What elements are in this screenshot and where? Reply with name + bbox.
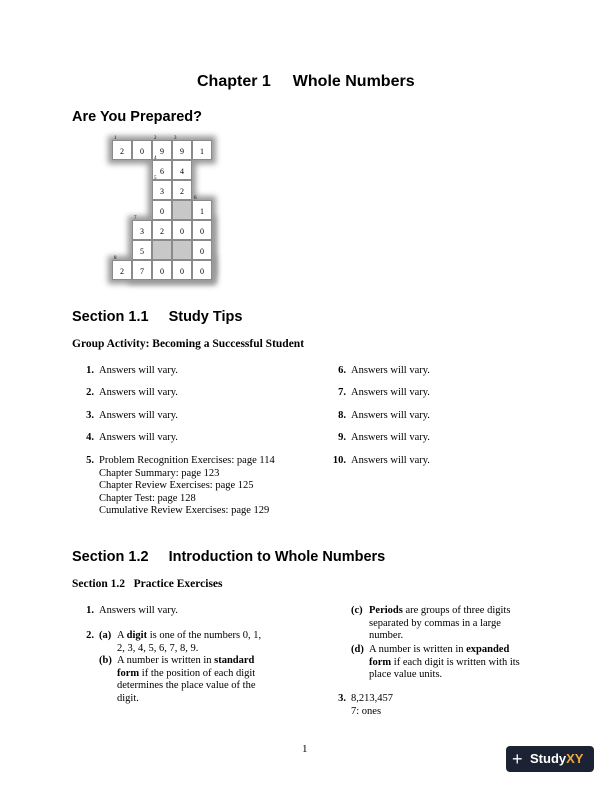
puzzle-cell: 5 xyxy=(132,240,152,260)
item-answer: Answers will vary. xyxy=(99,410,178,421)
puzzle-cell: 2 9 xyxy=(152,140,172,160)
puzzle-cell-shaded xyxy=(152,240,172,260)
item-number: 1. xyxy=(86,605,94,616)
puzzle-cell: 0 xyxy=(192,260,212,280)
section-title: Study Tips xyxy=(168,309,243,325)
item-number: 1. xyxy=(86,365,94,376)
section-number: Section 1.2 xyxy=(72,549,149,565)
item-answer: Answers will vary. xyxy=(351,432,430,443)
puzzle-cell: 5 3 xyxy=(152,180,172,200)
plus-icon: + xyxy=(512,749,523,769)
section-1-1-subheading: Group Activity: Becoming a Successful Student xyxy=(72,338,305,350)
logo-text: Study xyxy=(530,751,567,766)
item-number: 6. xyxy=(338,365,346,376)
puzzle-cell: 0 xyxy=(132,140,152,160)
part-b-text xyxy=(117,655,282,705)
text-run: if each digit is written with its xyxy=(391,656,520,668)
item-answer: Answers will vary. xyxy=(351,365,430,376)
logo-text-accent: XY xyxy=(566,751,584,766)
page-number: 1 xyxy=(302,743,308,755)
puzzle-cell: 6 1 xyxy=(192,200,212,220)
item-5-line: Problem Recognition Exercises: page 114 xyxy=(99,455,275,466)
item-5-line: Cumulative Review Exercises: page 129 xyxy=(99,505,270,516)
item-number: 4. xyxy=(86,432,94,443)
puzzle-cell-shaded xyxy=(172,200,192,220)
section-1-2-heading xyxy=(72,549,385,565)
cross-number-puzzle xyxy=(112,136,216,280)
item-number: 3. xyxy=(86,410,94,421)
puzzle-cell: 4 6 xyxy=(152,160,172,180)
item-answer: Answers will vary. xyxy=(351,455,430,466)
prepared-heading: Are You Prepared? xyxy=(72,109,203,125)
item-answer: Answers will vary. xyxy=(99,432,178,443)
key-term: form xyxy=(369,656,392,668)
text-run: determines the place value of the xyxy=(117,680,256,691)
item-answer: Answers will vary. xyxy=(99,365,178,376)
part-d-text xyxy=(369,644,549,682)
chapter-title: Whole Numbers xyxy=(292,73,415,90)
text-run: if the position of each digit xyxy=(139,667,256,679)
puzzle-cell: 2 xyxy=(152,220,172,240)
text-run: is one of the numbers 0, 1, xyxy=(147,630,262,641)
puzzle-cell-shaded xyxy=(172,240,192,260)
item-answer: Answers will vary. xyxy=(99,605,178,616)
section-number: Section 1.1 xyxy=(72,309,149,325)
part-label: (c) xyxy=(351,605,363,616)
puzzle-cell: 2 xyxy=(172,180,192,200)
text-run: place value units. xyxy=(369,669,443,680)
item-number: 9. xyxy=(338,432,346,443)
item-answer: Answers will vary. xyxy=(351,387,430,398)
key-term: digit xyxy=(126,630,148,641)
item-number: 7. xyxy=(338,387,346,398)
item-number: 8. xyxy=(338,410,346,421)
item-number: 5. xyxy=(86,455,94,466)
key-term: expanded xyxy=(466,644,510,655)
section-1-1-heading xyxy=(72,309,242,325)
item-5-line: Chapter Review Exercises: page 125 xyxy=(99,480,254,491)
text-run: number. xyxy=(369,630,404,641)
item-5-line: Chapter Summary: page 123 xyxy=(99,467,220,479)
text-run: A xyxy=(117,630,127,641)
text-run: 2, 3, 4, 5, 6, 7, 8, 9. xyxy=(117,642,199,654)
key-term: form xyxy=(117,667,140,679)
key-term: standard xyxy=(214,655,255,666)
puzzle-cell: 0 xyxy=(152,260,172,280)
item-3-text xyxy=(351,693,393,718)
puzzle-cell: 0 xyxy=(152,200,172,220)
puzzle-cell: 7 xyxy=(132,260,152,280)
item-number: 3. xyxy=(338,693,346,704)
text-run: are groups of three digits xyxy=(402,605,511,616)
puzzle-cell: 0 xyxy=(192,240,212,260)
item-number: 10. xyxy=(332,455,346,466)
chapter-number: Chapter 1 xyxy=(197,73,271,90)
section-1-2-subheading: Section 1.2 Practice Exercises xyxy=(72,578,223,590)
puzzle-cell: 1 xyxy=(192,140,212,160)
text-run: 8,213,457 xyxy=(351,693,393,704)
section-title: Introduction to Whole Numbers xyxy=(168,549,386,565)
chapter-heading xyxy=(197,73,415,91)
puzzle-cell: 1 2 xyxy=(112,140,132,160)
item-answer: Answers will vary. xyxy=(99,387,178,398)
puzzle-cell: 0 xyxy=(172,220,192,240)
part-a-text xyxy=(117,630,282,655)
item-number: 2. xyxy=(86,630,94,641)
part-label: (a) xyxy=(99,630,112,641)
part-label: (b) xyxy=(99,655,112,666)
text-run: 7: ones xyxy=(351,705,382,717)
part-label: (d) xyxy=(351,644,364,655)
puzzle-cell: 7 3 xyxy=(132,220,152,240)
puzzle-cell: 0 xyxy=(172,260,192,280)
part-c-text xyxy=(369,605,549,643)
text-run: digit. xyxy=(117,692,139,704)
puzzle-cell: 8 2 xyxy=(112,260,132,280)
item-5-line: Chapter Test: page 128 xyxy=(99,492,196,504)
text-run: A number is written in xyxy=(117,655,215,666)
item-number: 2. xyxy=(86,387,94,398)
puzzle-cell: 3 9 xyxy=(172,140,192,160)
text-run: A number is written in xyxy=(369,644,467,655)
puzzle-cell: 0 xyxy=(192,220,212,240)
puzzle-cell: 4 xyxy=(172,160,192,180)
item-5-lines xyxy=(99,455,275,518)
key-term: Periods xyxy=(369,605,403,616)
text-run: separated by commas in a large xyxy=(369,617,501,629)
item-answer: Answers will vary. xyxy=(351,410,430,421)
logo-wordmark xyxy=(530,751,583,766)
studyxy-logo[interactable] xyxy=(506,746,594,772)
